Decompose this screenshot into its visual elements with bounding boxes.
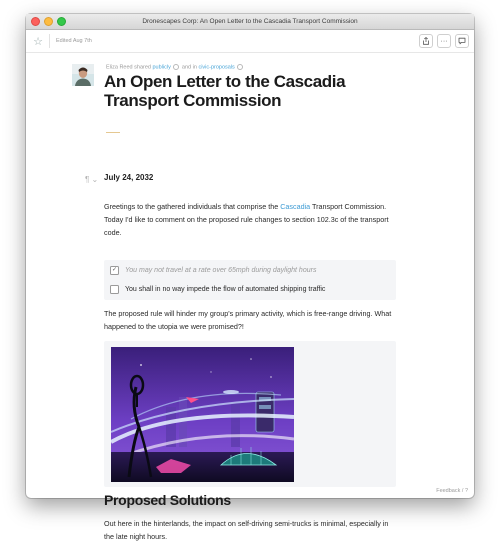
title-divider (106, 132, 120, 133)
star-icon[interactable]: ☆ (33, 35, 43, 48)
task-text[interactable]: You may not travel at a rate over 65mph during daylight hours (125, 267, 317, 274)
share-button[interactable] (419, 34, 433, 48)
author-name[interactable]: Eliza Reed (106, 64, 133, 71)
task-list (104, 260, 396, 300)
toolbar (26, 30, 474, 53)
app-window (26, 14, 474, 541)
ellipsis-icon: ··· (440, 37, 448, 45)
title-bar (26, 14, 474, 30)
task-item[interactable] (110, 285, 325, 294)
image-block[interactable] (104, 341, 396, 487)
window-title: Dronescapes Corp: An Open Letter to the Cascadia Transport Commission (142, 18, 358, 25)
third-paragraph[interactable]: Out here in the hinterlands, the impact on self-driving semi-trucks is minimal, especially in the late night hours. (104, 519, 389, 541)
channel-link[interactable]: civic-proposals (198, 64, 235, 71)
byline-shared: shared (134, 64, 151, 71)
comments-button[interactable] (455, 34, 469, 48)
more-options-button[interactable] (437, 34, 451, 48)
intro-paragraph[interactable]: Greetings to the gathered individuals that comprise the Cascadia Transport Commission. Today I'd like to comment on the proposed rule changes to section 102.3c of the transport code. (104, 202, 389, 237)
second-paragraph[interactable]: The proposed rule will hinder my group's primary activity, which is free-range driving. What happened to the utopia we were promised?! (104, 309, 392, 331)
globe-icon (173, 64, 179, 70)
document-area (26, 52, 474, 541)
document-date[interactable]: July 24, 2032 (104, 173, 154, 182)
author-avatar[interactable] (72, 64, 94, 86)
task-item[interactable] (110, 266, 316, 275)
byline (106, 64, 244, 70)
document-title[interactable]: An Open Letter to the Cascadia Transport Commission (104, 72, 346, 110)
cascadia-link[interactable]: Cascadia (280, 202, 311, 211)
edited-timestamp: Edited Aug 7th (56, 38, 92, 44)
zoom-window-button[interactable] (57, 17, 66, 26)
task-text[interactable]: You shall in no way impede the flow of automated shipping traffic (125, 286, 326, 293)
feedback-link[interactable]: Feedback / ? (436, 488, 468, 494)
channel-globe-icon (237, 64, 243, 70)
toolbar-divider (49, 34, 50, 48)
proposed-solutions-heading[interactable]: Proposed Solutions (104, 492, 231, 508)
task-checkbox[interactable] (110, 285, 119, 294)
task-checkbox-checked[interactable]: ✓ (111, 267, 118, 273)
window-controls (31, 17, 66, 26)
minimize-window-button[interactable] (44, 17, 53, 26)
close-window-button[interactable] (31, 17, 40, 26)
comment-icon (458, 37, 466, 45)
byline-and-in: and in (181, 64, 197, 71)
futuristic-city-illustration[interactable] (111, 347, 294, 482)
visibility-link[interactable]: publicly (152, 64, 171, 71)
paragraph-menu-icon[interactable]: ¶ ⌄ (85, 175, 99, 184)
share-icon (422, 37, 430, 45)
